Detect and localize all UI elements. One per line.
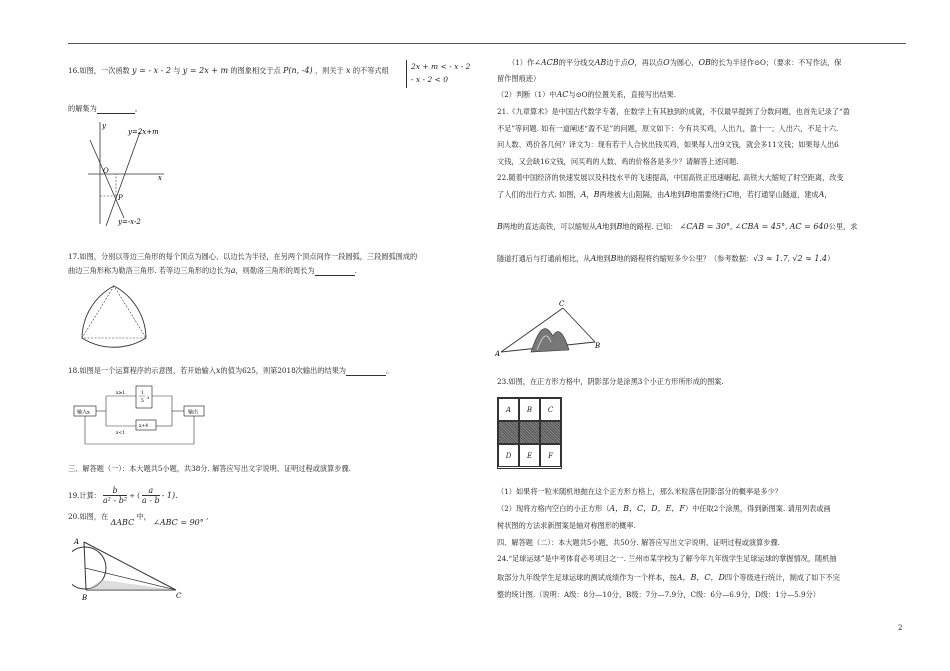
grid-cell-d: D <box>498 444 519 467</box>
q16-label-p: P <box>118 194 123 202</box>
q22-line2: 了人们的出行方式. 如图，A，B两地被大山阻隔，由A地到B地需要绕行C地，若打通穿山隧道，建成A， <box>497 190 832 199</box>
q20-part2: （2）判断（1）中AC与⊙O的位置关系，直接写出结果. <box>497 90 677 99</box>
q23-part2: （2）现将方格内空白的小正方形（A，B，C，D，E，F）中任取2个涂黑，得到新图案. 请用列表或画 <box>497 504 831 513</box>
q18-op1-den: 5 <box>141 399 144 404</box>
q18-op1-num: 1 <box>141 391 144 396</box>
grid-cell-c: C <box>540 398 561 421</box>
q16-text: 16.如图，一次函数 y = - x - 2 与 y = 2x + m 的图象相交于点 P(n, -4) ，则关于 x 的不等式组 <box>68 66 389 75</box>
q22-label-a: A <box>495 350 501 358</box>
q18-input-box: 输入x <box>77 409 90 416</box>
q18-op2: x+4 <box>139 424 149 429</box>
q22-line1: 22.随着中国经济的快速发展以及科技水平的飞速提高，中国高铁正迅速崛起, 高铁大大缩短了时空距离，改变 <box>497 173 844 182</box>
q18-output-box: 输出 <box>188 409 199 416</box>
grid-cell-e: E <box>519 444 540 467</box>
q22-line4: 隧道打通后与打通前相比，从A地到B地的路程将约缩短多少公里？（参考数据：√3 ≈ 1.7, √2 ≈ 1.4） <box>497 254 835 263</box>
q24-line2: 取部分九年级学生足球运球的测试成绩作为一个样本，按A，B，C，D四个等级进行统计，制成了如下不完 <box>497 573 840 582</box>
q18-cond1: x≥1 <box>116 391 126 396</box>
q20-text: 20.如图，在 ΔABC 中， ∠ABC = 90° , <box>68 512 209 527</box>
q24-line3: 整的统计图.（说明：A级：8分—10分，B级：7分—7.9分，C级：6分—6.9分，D级：1分—5.9分） <box>497 590 820 599</box>
grid-cell-shaded <box>498 421 519 444</box>
q21-line4: 文钱，又会缺16文钱，问买鸡的人数、鸡的价格各是多少？请解答上述问题. <box>497 157 739 166</box>
q16-system: 2x + m < - x - 2 - x - 2 < 0 <box>406 60 470 88</box>
q20-part1-cont: 留作图痕迹） <box>497 74 541 83</box>
grid-cell-b: B <box>519 398 540 421</box>
q20-part1: （1）作∠ACB的平分线交AB边于点O，再以点O为圆心，OB的长为半径作⊙O；（要求：不写作法，保 <box>508 58 842 67</box>
q21-line3: 问人数、鸡价各几何？译文为：现有若干人合伙出钱买鸡，如果每人出9文钱，就会多11文钱；如果每人出6 <box>497 140 839 149</box>
q23-part1: （1）如果将一粒米随机地抛在这个正方形方格上，那么米粒落在阴影部分的概率是多少？ <box>497 487 782 496</box>
q16-graph <box>88 118 178 228</box>
q22-label-b: B <box>595 342 601 350</box>
q23-grid <box>497 397 562 469</box>
q16-label-y: y <box>102 122 106 130</box>
q23-part2-cont: 树状图的方法求新图案是轴对称图形的概率. <box>497 521 636 530</box>
grid-cell-f: F <box>540 444 561 467</box>
q18-cond2: x<1 <box>116 431 126 436</box>
q20-figure <box>72 534 187 604</box>
section4-heading: 四、解答题（二）：本大题共5小题，共50分. 解答应写出文字说明、证明过程或演算步骤. <box>497 538 780 547</box>
q22-label-c: C <box>559 300 565 308</box>
q23-intro: 23.如图，在正方形方格中，阴影部分是涂黑3个小正方形所形成的图案. <box>497 377 724 386</box>
grid-cell-a: A <box>498 398 519 421</box>
q21-line2: 不足”等问题. 如有一道阐述“盈不足”的问题，原文如下：今有共买鸡，人出九，盈十一；人出六，不足十六. <box>497 124 839 133</box>
q20-label-a: A <box>74 538 80 546</box>
q16-label-origin: O <box>103 167 109 175</box>
q18-text: 18.如图是一个运算程序的示意图，若开始输入x的值为625，则第2018次输出的结果为 。 <box>68 366 394 375</box>
q20-label-c: C <box>176 592 182 600</box>
q24-line1: 24.“足球运球”是中考体育必考项目之一. 兰州市某学校为了解今年九年级学生足球运球的掌握情况，随机抽 <box>497 554 837 563</box>
q17-blank[interactable] <box>315 266 355 276</box>
page-number: 2 <box>898 624 903 632</box>
section3-heading: 三、解答题（一）：本大题共5小题，共38分. 解答应写出文字说明、证明过程或演算步骤. <box>68 464 351 473</box>
q18-flowchart <box>72 384 232 448</box>
q17-line2: 曲边三角形称为勒洛三角形. 若等边三角形的边长为a，则勒洛三角形的周长为 . <box>68 266 357 275</box>
grid-cell-shaded <box>540 421 561 444</box>
grid-cell-shaded <box>519 421 540 444</box>
header-rule <box>68 43 906 44</box>
q20-label-b: B <box>82 594 88 602</box>
q17-line1: 17.如图，分别以等边三角形的每个顶点为圆心、以边长为半径，在另两个顶点间作一段圆弧，三段圆弧围成的 <box>68 252 418 261</box>
q17-reuleaux-figure <box>74 282 154 352</box>
q22-line3: B两地的直达高铁，可以缩短从A地到B地的路程. 已知： ∠CAB = 30°, ∠CBA = 45°, AC = 640公里，求 <box>497 222 858 231</box>
q16-label-line2: y=-x-2 <box>118 218 141 226</box>
q16-answer-line: 的解集为 。 <box>68 104 142 113</box>
q19-expression: 19.计算： $\frac{b}{\text{a² - b²}}$ ÷ ( a a - b - 1). <box>68 486 178 505</box>
q16-blank[interactable] <box>97 104 135 114</box>
q16-label-x: x <box>158 174 162 182</box>
q18-blank[interactable] <box>346 366 386 376</box>
q21-line1: 21.《九章算术》是中国古代数学专著，在数学上有其独到的成就，不仅最早提到了分数问题，也首先记录了“盈 <box>497 107 850 116</box>
q22-figure <box>495 298 605 360</box>
q18-op1-var: x <box>147 396 150 401</box>
q16-label-line1: y=2x+m <box>128 128 159 136</box>
